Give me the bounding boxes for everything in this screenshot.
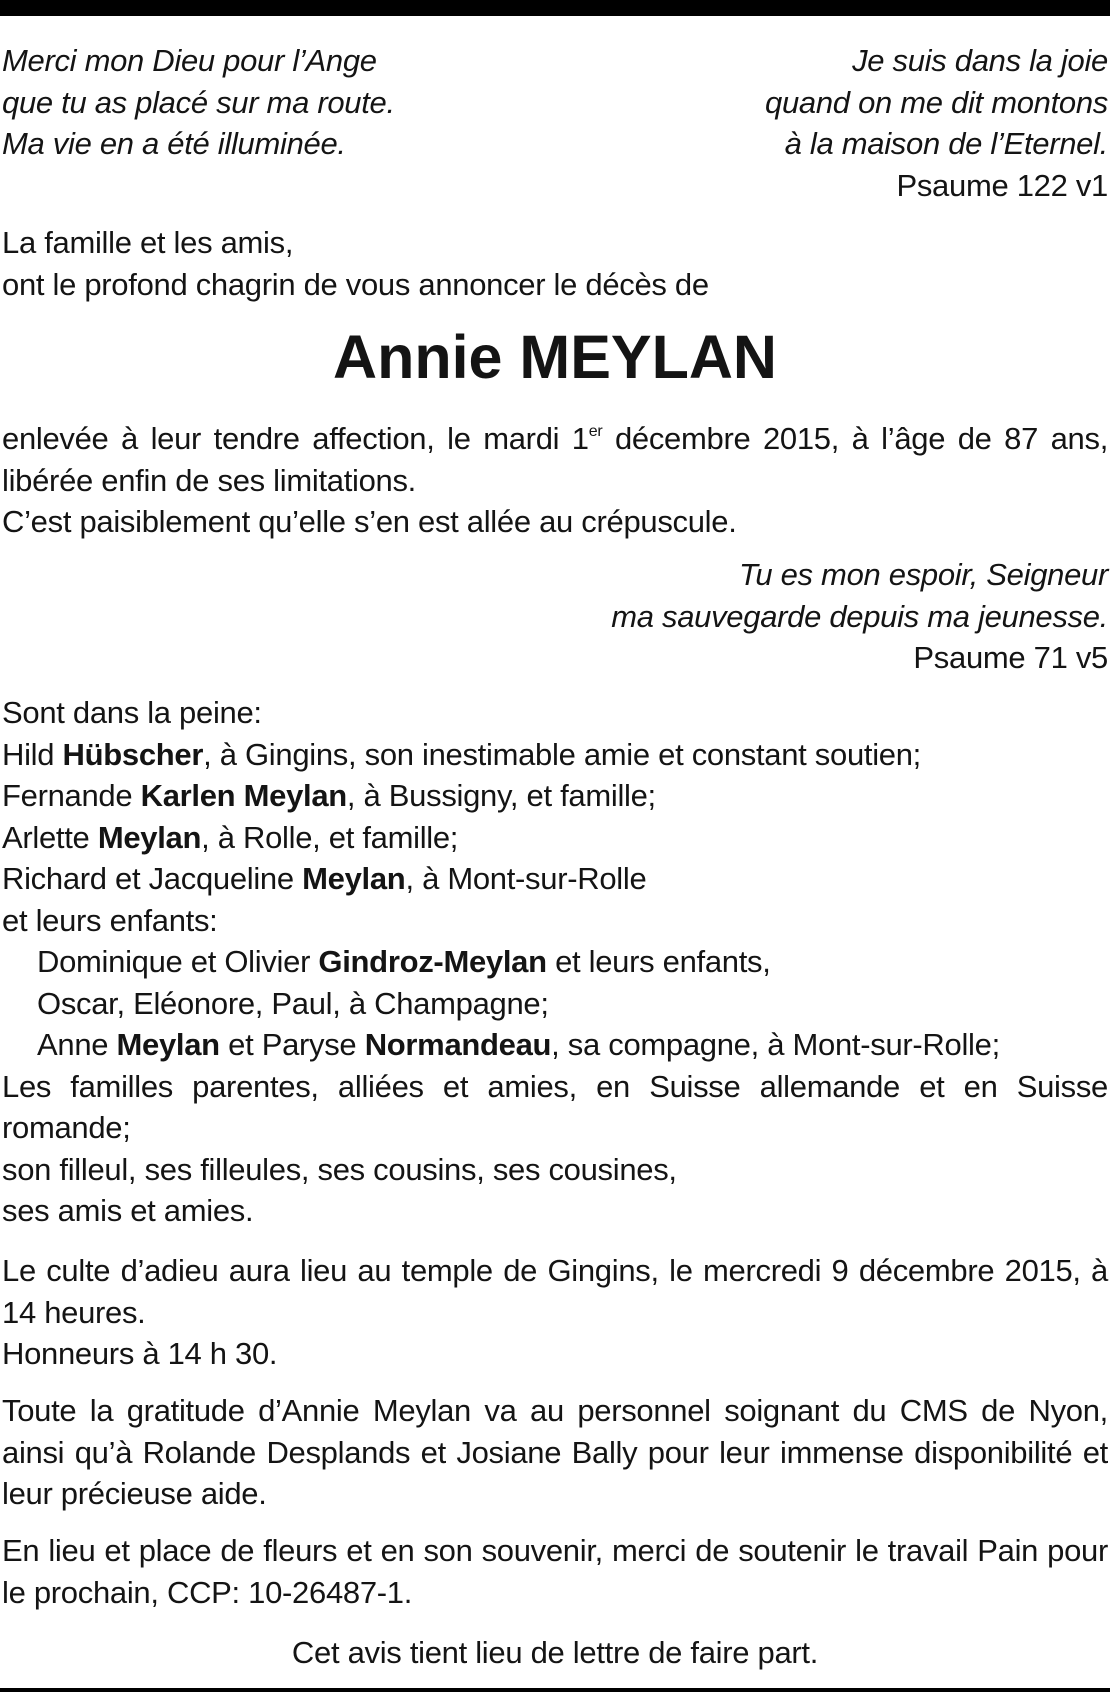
mourner-surname: Meylan [302, 861, 406, 896]
death-text-end: décembre 2015, à l’âge de 87 ans, libérée enfin de ses limitations. [2, 421, 1109, 498]
mourner-surname: Meylan [116, 1027, 220, 1062]
announcement-intro [2, 222, 709, 305]
poem-left-line: Ma vie en a été illuminée. [2, 126, 346, 161]
psalm-reference: Psaume 122 v1 [896, 167, 1108, 203]
mourner-rest: , à Bussigny, et famille; [346, 778, 656, 813]
death-details [2, 418, 1108, 543]
mourner-mid: et Paryse [219, 1027, 365, 1062]
mourner-rest: et leurs enfants, [546, 944, 771, 979]
mourner-entry: son filleul, ses filleules, ses cousins, ses cousines, [2, 1151, 677, 1187]
psalm-line: ma sauvegarde depuis ma jeunesse. [611, 598, 1108, 634]
mourner-surname: Meylan [97, 819, 202, 855]
mourners-list [2, 692, 1108, 1232]
intro-line: ont le profond chagrin de vous annoncer le décès de [2, 266, 709, 302]
opening-verses [0, 40, 1110, 212]
poem-left-line: que tu as placé sur ma route. [2, 84, 395, 120]
mourner-entry [2, 941, 1108, 983]
poem-right-line: Je suis dans la joie [852, 43, 1108, 78]
honours-time: Honneurs à 14 h 30. [2, 1336, 278, 1371]
poem-left [2, 40, 395, 165]
mourner-surname: Gindroz-Meylan [318, 944, 547, 979]
poem-left-line: Merci mon Dieu pour l’Ange [2, 43, 377, 78]
poem-right-line: quand on me dit montons [765, 84, 1108, 120]
funeral-service [2, 1250, 1108, 1375]
mourner-first: Fernande [2, 778, 141, 813]
gratitude-paragraph: Toute la gratitude d’Annie Meylan va au personnel soignant du CMS de Nyon, ainsi qu’à Rolande Desplands et Josiane Bally pour leur immense disponibilité et leur précieuse aide. [2, 1393, 1108, 1511]
mourner-entry: Oscar, Eléonore, Paul, à Champagne; [37, 985, 549, 1021]
mourners-heading: Sont dans la peine: [2, 695, 262, 730]
psalm-reference: Psaume 71 v5 [913, 640, 1108, 675]
intro-line: La famille et les amis, [2, 225, 294, 260]
mourner-surname: Karlen Meylan [140, 778, 347, 813]
mourner-rest: , à Mont-sur-Rolle [405, 861, 647, 896]
donation-paragraph: En lieu et place de fleurs et en son souvenir, merci de soutenir le travail Pain pour le prochain, CCP: 10-26487-1. [2, 1533, 1108, 1610]
mourner-surname: Hübscher [62, 736, 204, 772]
mourner-entry [2, 858, 1108, 900]
death-paragraph [2, 418, 1108, 501]
deceased-name: Annie MEYLAN [333, 323, 777, 391]
psalm-line: Tu es mon espoir, Seigneur [739, 557, 1108, 592]
death-line: C’est paisiblement qu’elle s’en est allée au crépuscule. [2, 504, 737, 539]
mourner-entry: ses amis et amies. [2, 1193, 254, 1228]
mourner-first: Hild [2, 736, 63, 772]
mourner-entry [2, 734, 1108, 776]
mourner-first: Anne [37, 1027, 117, 1062]
ordinal-suffix: er [588, 422, 603, 440]
mourner-entry: et leurs enfants: [2, 902, 218, 938]
service-details: Le culte d’adieu aura lieu au temple de Gingins, le mercredi 9 décembre 2015, à 14 heures. [2, 1253, 1108, 1330]
mourner-entry [2, 817, 1108, 859]
bottom-rule [0, 1688, 1110, 1692]
mourner-rest: , sa compagne, à Mont-sur-Rolle; [551, 1027, 1000, 1062]
mourner-rest: , à Gingins, son inestimable amie et constant soutien; [203, 736, 921, 772]
mourner-rest: , à Rolle, et famille; [201, 819, 459, 855]
mourner-first: Dominique et Olivier [37, 944, 319, 979]
death-text-start: enlevée à leur tendre affection, le mardi 1 [2, 421, 589, 456]
mourner-surname: Normandeau [364, 1027, 552, 1062]
mourner-entry: Les familles parentes, alliées et amies, en Suisse allemande et en Suisse romande; [2, 1068, 1108, 1145]
poem-right [765, 40, 1108, 206]
psalm-71-verse [611, 554, 1108, 679]
notice-footer: Cet avis tient lieu de lettre de faire part. [291, 1635, 819, 1670]
mourner-first: Richard et Jacqueline [2, 861, 303, 896]
poem-right-line: à la maison de l’Eternel. [784, 126, 1108, 161]
mourner-first: Arlette [2, 819, 98, 855]
mourner-entry [2, 1024, 1108, 1066]
mourner-entry [2, 775, 1108, 817]
